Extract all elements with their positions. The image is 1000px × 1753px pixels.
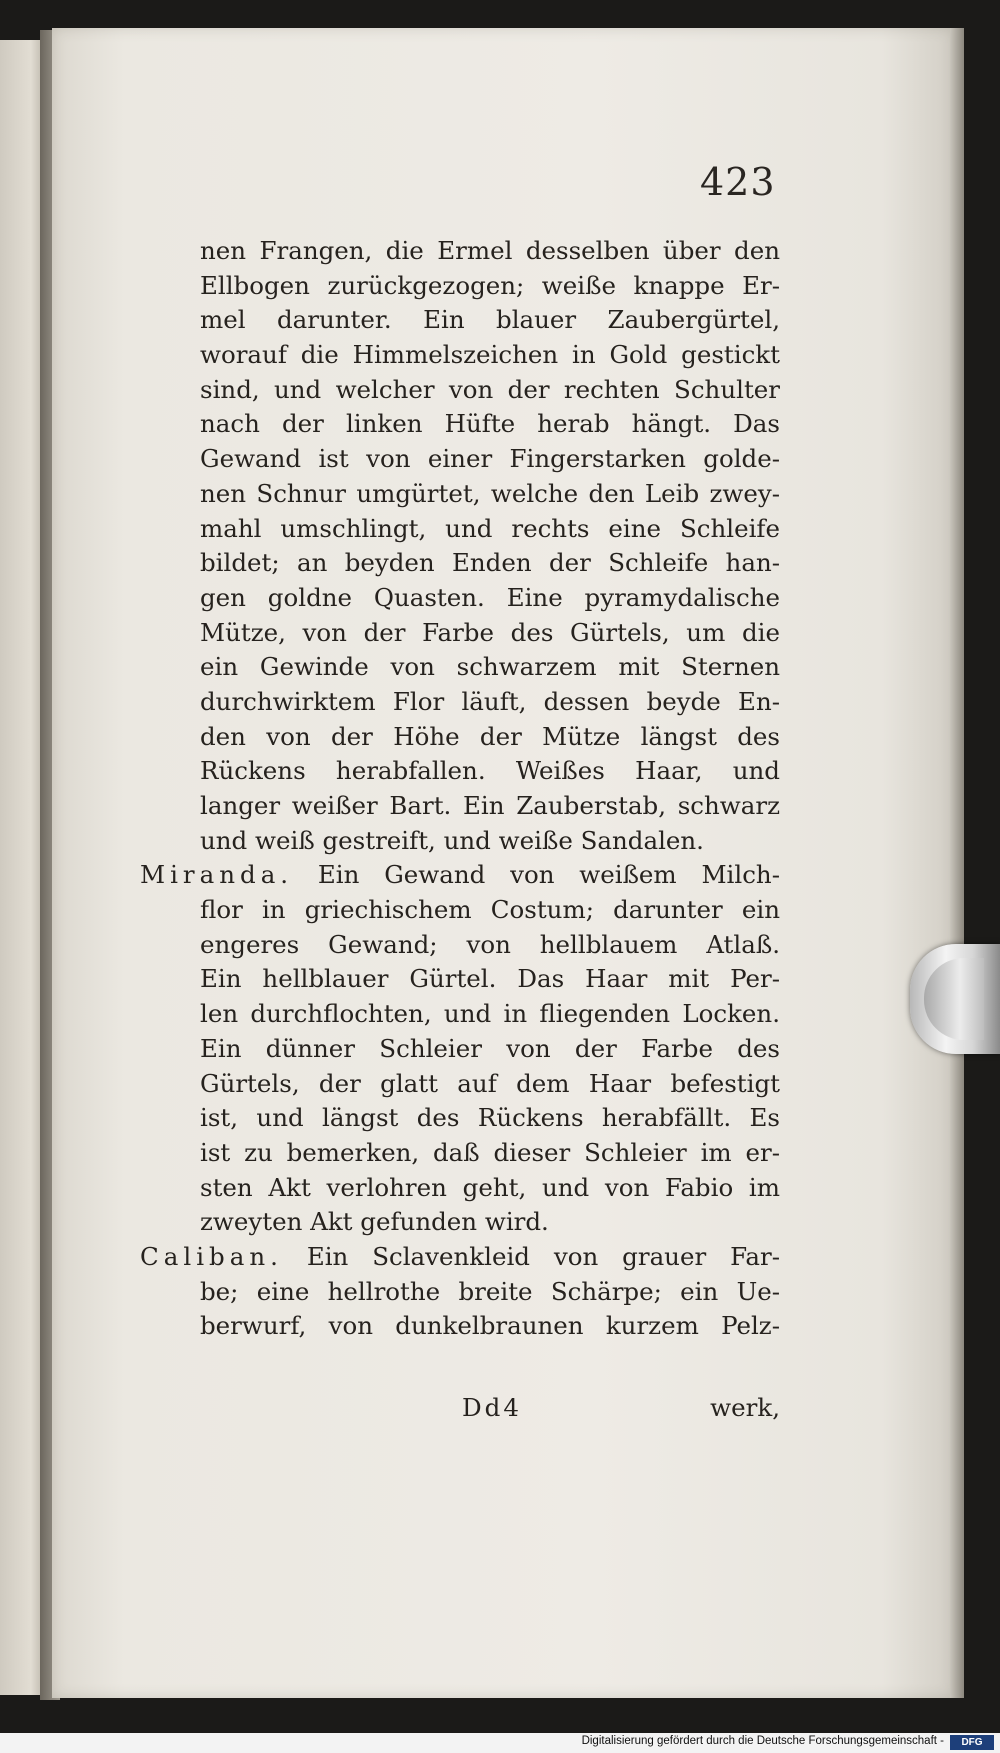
text-line [140, 720, 780, 755]
text-line [140, 1240, 780, 1275]
text-line [140, 928, 780, 963]
text-line [140, 234, 780, 269]
line-text: zweyten Akt gefunden wird. [200, 1207, 549, 1237]
line-text: flor in griechischem Costum; darunter ein [200, 895, 780, 925]
line-text: nen Schnur umgürtet, welche den Leib zwey- [200, 478, 780, 508]
page-number: 423 [700, 160, 776, 204]
line-text: sten Akt verlohren geht, und von Fabio im [200, 1172, 780, 1202]
line-text: nen Frangen, die Ermel desselben über den [200, 236, 780, 265]
text-line [140, 650, 780, 685]
text-line [140, 962, 780, 997]
digitization-footer [0, 1733, 1000, 1753]
line-text: Ellbogen zurückgezogen; weiße knappe Er- [200, 270, 780, 300]
line-text: Rückens herabfallen. Weißes Haar, und [200, 756, 780, 786]
text-line [140, 1309, 780, 1344]
line-text: Ein Sclavenkleid von grauer Far- [306, 1241, 780, 1271]
text-line [140, 685, 780, 720]
text-line [140, 858, 780, 893]
line-text: ist zu bemerken, daß dieser Schleier im er- [200, 1137, 780, 1167]
previous-page-edge [0, 40, 44, 1695]
line-text: bildet; an beyden Enden der Schleife han- [200, 548, 780, 578]
text-line [140, 338, 780, 373]
page-foot [200, 1393, 780, 1429]
signature-mark: Dd4 [462, 1393, 522, 1422]
text-line [140, 893, 780, 928]
line-text: Ein hellblauer Gürtel. Das Haar mit Per- [200, 964, 780, 994]
page-clamp-highlight [924, 958, 984, 1040]
line-text: sind, und welcher von der rechten Schulter [200, 374, 780, 404]
line-text: Mütze, von der Farbe des Gürtels, um die [200, 617, 780, 647]
line-text: ein Gewinde von schwarzem mit Sternen [200, 652, 780, 682]
text-line [140, 581, 780, 616]
line-text: engeres Gewand; von hellblauem Atlaß. [200, 929, 780, 959]
line-text: be; eine hellrothe breite Schärpe; ein Ue- [200, 1276, 780, 1306]
speaker-name: Miranda. [140, 860, 294, 890]
text-line [140, 546, 780, 581]
text-line [140, 269, 780, 304]
text-line [140, 824, 780, 859]
line-text: und weiß gestreift, und weiße Sandalen. [200, 825, 704, 855]
catchword: werk, [710, 1393, 780, 1422]
text-line [140, 477, 780, 512]
line-text: worauf die Himmelszeichen in Gold gestickt [200, 340, 780, 370]
page-edge [950, 28, 964, 1698]
text-line [140, 407, 780, 442]
line-text: Ein Gewand von weißem Milch- [317, 860, 780, 890]
line-text: len durchflochten, und in fliegenden Locken. [200, 999, 780, 1029]
text-line [140, 1067, 780, 1102]
page-body-text [140, 234, 780, 1344]
text-line [140, 1136, 780, 1171]
text-line [140, 789, 780, 824]
line-text: ist, und längst des Rückens herabfällt. Es [200, 1103, 780, 1133]
line-text: langer weißer Bart. Ein Zauberstab, schwarz [200, 791, 780, 820]
text-line [140, 373, 780, 408]
text-line [140, 1101, 780, 1136]
line-text: mahl umschlingt, und rechts eine Schleife [200, 513, 780, 543]
line-text: Gewand ist von einer Fingerstarken golde- [200, 444, 780, 474]
line-text: mel darunter. Ein blauer Zaubergürtel, [200, 305, 780, 335]
text-line [140, 1032, 780, 1067]
text-line [140, 303, 780, 338]
line-text: Gürtels, der glatt auf dem Haar befestigt [200, 1068, 780, 1098]
line-text: gen goldne Quasten. Eine pyramydalische [200, 582, 780, 612]
speaker-name: Caliban. [140, 1241, 283, 1271]
text-line [140, 1275, 780, 1310]
text-line [140, 512, 780, 547]
text-line [140, 997, 780, 1032]
line-text: berwurf, von dunkelbraunen kurzem Pelz- [200, 1311, 780, 1341]
funding-credit: Digitalisierung gefördert durch die Deutsche Forschungsgemeinschaft - [581, 1735, 944, 1747]
text-line [140, 442, 780, 477]
page-clamp [910, 944, 1000, 1054]
line-text: durchwirktem Flor läuft, dessen beyde En- [200, 686, 780, 716]
line-text: nach der linken Hüfte herab hängt. Das [200, 409, 780, 439]
line-text: den von der Höhe der Mütze längst des [200, 721, 780, 751]
text-line [140, 754, 780, 789]
text-line [140, 1205, 780, 1240]
line-text: Ein dünner Schleier von der Farbe des [200, 1033, 780, 1063]
text-line [140, 616, 780, 651]
dfg-logo: DFG [950, 1735, 994, 1750]
text-line [140, 1171, 780, 1206]
